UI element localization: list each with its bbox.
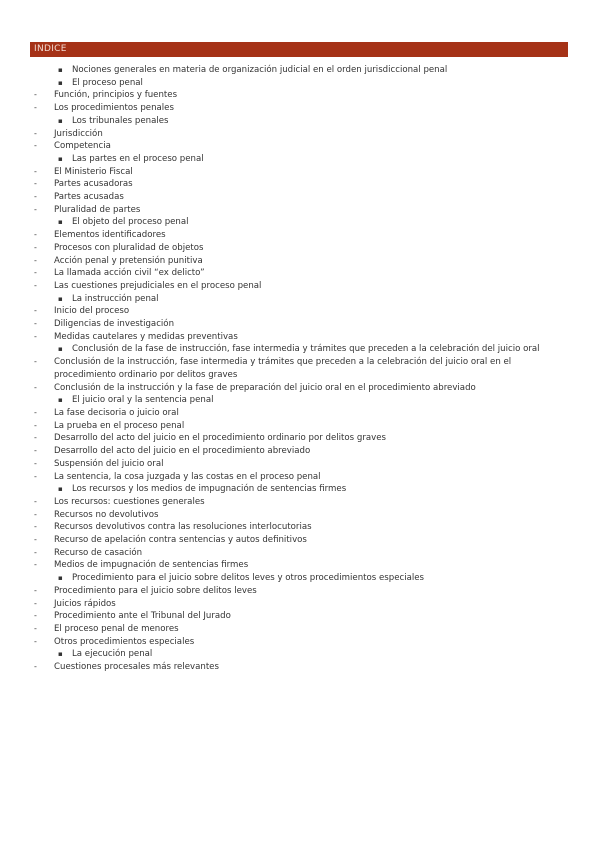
toc-item-text: Las cuestiones prejudiciales en el proceso penal	[54, 280, 262, 291]
toc-subsection-item	[30, 610, 550, 623]
toc-subsection-item	[30, 585, 550, 598]
toc-subsection-item	[30, 509, 550, 522]
toc-item-text: El juicio oral y la sentencia penal	[72, 395, 214, 406]
toc-item-text: Jurisdicción	[54, 128, 103, 139]
dash-marker: -	[34, 509, 37, 519]
toc-item-text: Recurso de apelación contra sentencias y autos definitivos	[54, 535, 307, 546]
toc-item-text: Competencia	[54, 141, 111, 152]
toc-item-text: Procedimiento ante el Tribunal del Jurado	[54, 611, 231, 622]
bullet-marker: ▪	[58, 485, 63, 494]
toc-subsection-item	[30, 318, 550, 331]
bullet-marker: ▪	[58, 154, 63, 163]
toc-section-item	[30, 64, 550, 77]
dash-marker: -	[34, 141, 37, 151]
toc-subsection-item	[30, 229, 550, 242]
toc-section-item	[30, 343, 550, 356]
dash-marker: -	[34, 319, 37, 329]
dash-marker: -	[34, 90, 37, 100]
toc-item-text: Pluralidad de partes	[54, 204, 141, 215]
toc-item-text: Los recursos y los medios de impugnación de sentencias firmes	[72, 484, 347, 495]
toc-subsection-item	[30, 420, 550, 433]
dash-marker: -	[34, 662, 37, 672]
toc-item-text: Los procedimientos penales	[54, 103, 174, 114]
dash-marker: -	[34, 611, 37, 621]
toc-item-text: Inicio del proceso	[54, 306, 130, 317]
dash-marker: -	[34, 458, 37, 468]
dash-marker: -	[34, 268, 37, 278]
toc-item-text: Medios de impugnación de sentencias firmes	[54, 560, 249, 571]
dash-marker: -	[34, 166, 37, 176]
toc-item-text: Partes acusadas	[54, 192, 124, 203]
dash-marker: -	[34, 357, 37, 367]
dash-marker: -	[34, 420, 37, 430]
toc-subsection-item	[30, 407, 550, 420]
dash-marker: -	[34, 535, 37, 545]
toc-subsection-item	[30, 547, 550, 560]
toc-item-text: Las partes en el proceso penal	[72, 153, 204, 164]
toc-item-text: El proceso penal	[72, 77, 143, 88]
toc-item-text: Conclusión de la instrucción y la fase de preparación del juicio oral en el procedimiento abreviado	[54, 382, 476, 393]
toc-subsection-item	[30, 166, 550, 179]
toc-item-text: La sentencia, la cosa juzgada y las costas en el proceso penal	[54, 471, 321, 482]
toc-section-item	[30, 293, 550, 306]
toc-section-item	[30, 153, 550, 166]
dash-marker: -	[34, 547, 37, 557]
dash-marker: -	[34, 496, 37, 506]
toc-subsection-item	[30, 661, 550, 674]
dash-marker: -	[34, 128, 37, 138]
dash-marker: -	[34, 446, 37, 456]
toc-item-text: Los tribunales penales	[72, 115, 169, 126]
toc-item-text: Conclusión de la fase de instrucción, fase intermedia y trámites que preceden a la celebración del juicio oral	[72, 344, 540, 355]
toc-subsection-item	[30, 356, 550, 381]
toc-item-text: Función, principios y fuentes	[54, 90, 178, 101]
toc-subsection-item	[30, 140, 550, 153]
toc-subsection-item	[30, 128, 550, 141]
toc-item-text: La fase decisoria o juicio oral	[54, 407, 179, 418]
toc-item-text: Elementos identificadores	[54, 230, 166, 241]
toc-item-text: Procedimiento para el juicio sobre delitos leves	[54, 585, 257, 596]
toc-subsection-item	[30, 521, 550, 534]
toc-subsection-item	[30, 204, 550, 217]
dash-marker: -	[34, 204, 37, 214]
toc-subsection-item	[30, 382, 550, 395]
toc-subsection-item	[30, 598, 550, 611]
toc-section-item	[30, 394, 550, 407]
dash-marker: -	[34, 471, 37, 481]
toc-item-text: Recurso de casación	[54, 547, 143, 558]
toc-subsection-item	[30, 89, 550, 102]
bullet-marker: ▪	[58, 116, 63, 125]
toc-subsection-item	[30, 255, 550, 268]
toc-item-text: La prueba en el proceso penal	[54, 420, 185, 431]
toc-item-text: Partes acusadoras	[54, 179, 133, 190]
dash-marker: -	[34, 522, 37, 532]
toc-subsection-item	[30, 102, 550, 115]
toc-item-text: Los recursos: cuestiones generales	[54, 496, 205, 507]
toc-item-text: La ejecución penal	[72, 649, 153, 660]
toc-item-text: La llamada acción civil “ex delicto”	[54, 268, 205, 279]
toc-item-text: El Ministerio Fiscal	[54, 166, 133, 177]
toc-item-text: El proceso penal de menores	[54, 623, 179, 634]
toc-section-item	[30, 115, 550, 128]
toc-item-text: Desarrollo del acto del juicio en el procedimiento ordinario por delitos graves	[54, 433, 386, 444]
toc-subsection-item	[30, 331, 550, 344]
toc-subsection-item	[30, 280, 550, 293]
toc-subsection-item	[30, 432, 550, 445]
bullet-marker: ▪	[58, 574, 63, 583]
toc-subsection-item	[30, 471, 550, 484]
toc-item-text: Cuestiones procesales más relevantes	[54, 662, 219, 673]
dash-marker: -	[34, 636, 37, 646]
bullet-marker: ▪	[58, 650, 63, 659]
toc-item-text: Recursos devolutivos contra las resoluciones interlocutorias	[54, 522, 312, 533]
toc-item-text: Medidas cautelares y medidas preventivas	[54, 331, 238, 342]
dash-marker: -	[34, 433, 37, 443]
dash-marker: -	[34, 242, 37, 252]
bullet-marker: ▪	[58, 66, 63, 74]
dash-marker: -	[34, 230, 37, 240]
toc-subsection-item	[30, 242, 550, 255]
toc-item-text: Nociones generales en materia de organización judicial en el orden jurisdiccional penal	[72, 65, 448, 75]
bullet-marker: ▪	[58, 345, 63, 354]
dash-marker: -	[34, 382, 37, 392]
toc-subsection-item	[30, 636, 550, 649]
toc-item-text: Conclusión de la instrucción, fase intermedia y trámites que preceden a la celebración del juicio oral en el procedimiento ordinario por delitos graves	[54, 357, 514, 380]
toc-subsection-item	[30, 267, 550, 280]
toc-subsection-item	[30, 305, 550, 318]
toc-section-item	[30, 483, 550, 496]
toc-item-text: Procesos con pluralidad de objetos	[54, 242, 204, 253]
dash-marker: -	[34, 103, 37, 113]
toc-section-item	[30, 572, 550, 585]
bullet-marker: ▪	[58, 294, 63, 303]
table-of-contents	[30, 64, 550, 674]
toc-item-text: Desarrollo del acto del juicio en el procedimiento abreviado	[54, 446, 311, 457]
dash-marker: -	[34, 192, 37, 202]
toc-item-text: Procedimiento para el juicio sobre delitos leves y otros procedimientos especiales	[72, 573, 425, 584]
dash-marker: -	[34, 623, 37, 633]
toc-section-item	[30, 77, 550, 90]
toc-item-text: Recursos no devolutivos	[54, 509, 159, 520]
index-title: INDICE	[34, 44, 67, 54]
dash-marker: -	[34, 598, 37, 608]
toc-subsection-item	[30, 458, 550, 471]
dash-marker: -	[34, 331, 37, 341]
dash-marker: -	[34, 407, 37, 417]
dash-marker: -	[34, 585, 37, 595]
toc-subsection-item	[30, 445, 550, 458]
toc-item-text: Otros procedimientos especiales	[54, 636, 195, 647]
index-header-bar	[30, 42, 568, 57]
toc-item-text: Suspensión del juicio oral	[54, 458, 164, 469]
toc-item-text: Juicios rápidos	[54, 598, 116, 609]
dash-marker: -	[34, 306, 37, 316]
toc-item-text: Diligencias de investigación	[54, 319, 175, 330]
bullet-marker: ▪	[58, 396, 63, 405]
toc-item-text: Acción penal y pretensión punitiva	[54, 255, 203, 266]
toc-subsection-item	[30, 178, 550, 191]
toc-item-text: La instrucción penal	[72, 293, 159, 304]
toc-section-item	[30, 216, 550, 229]
toc-subsection-item	[30, 534, 550, 547]
bullet-marker: ▪	[58, 78, 63, 87]
dash-marker: -	[34, 179, 37, 189]
bullet-marker: ▪	[58, 218, 63, 227]
dash-marker: -	[34, 255, 37, 265]
toc-subsection-item	[30, 496, 550, 509]
toc-section-item	[30, 648, 550, 661]
toc-subsection-item	[30, 559, 550, 572]
dash-marker: -	[34, 280, 37, 290]
dash-marker: -	[34, 560, 37, 570]
toc-subsection-item	[30, 623, 550, 636]
toc-subsection-item	[30, 191, 550, 204]
toc-item-text: El objeto del proceso penal	[72, 217, 189, 228]
